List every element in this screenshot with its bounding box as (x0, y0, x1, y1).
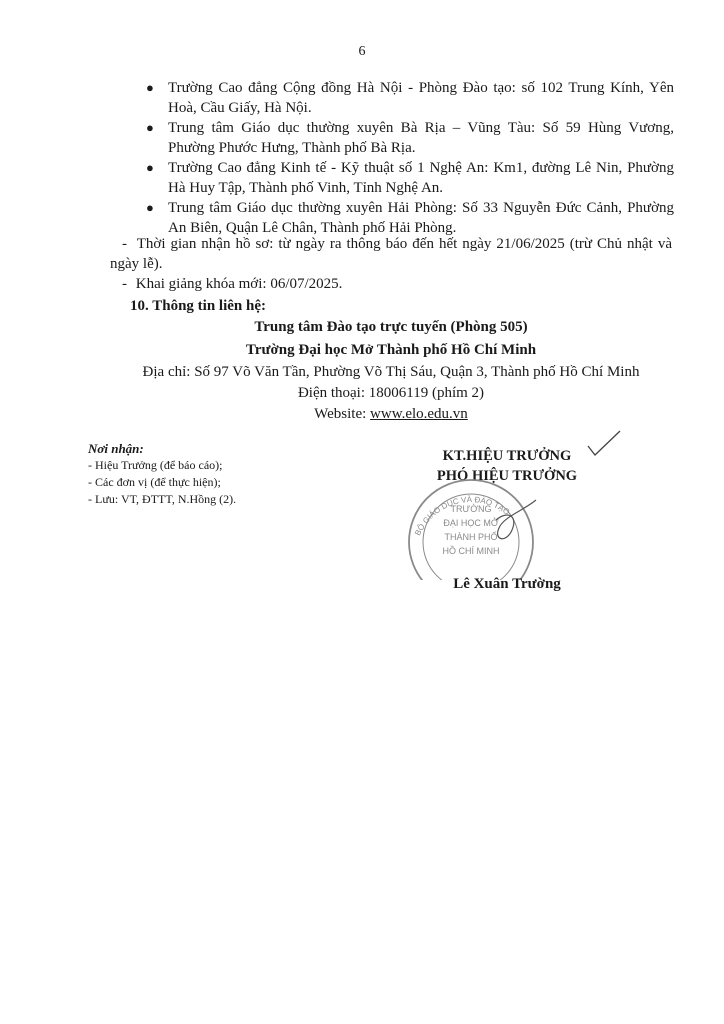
signature-line-2: PHÓ HIỆU TRƯỞNG (436, 468, 578, 484)
submission-time-paragraph (110, 234, 672, 274)
seal-ring-text: BỘ GIÁO DỤC VÀ ĐÀO TẠO (413, 495, 512, 537)
list-item-text: Trường Cao đẳng Kinh tế - Kỹ thuật số 1 Nghệ An: Km1, đường Lê Nin, Phường Hà Huy Tập, Thành phố Vinh, Tỉnh Nghệ An. (168, 160, 674, 196)
list-item (144, 158, 674, 198)
bullet-icon: ● (146, 160, 154, 175)
recipient-item: - Các đơn vị (để thực hiện); (88, 475, 221, 489)
opening-date-text: Khai giảng khóa mới: 06/07/2025. (135, 276, 343, 292)
recipient-item: - Hiệu Trưởng (để báo cáo); (88, 458, 223, 472)
svg-text:BỘ GIÁO DỤC VÀ ĐÀO TẠO (413, 495, 511, 537)
bullet-icon: ● (146, 200, 154, 215)
website-label: Website: (314, 406, 371, 422)
submission-time-text: Thời gian nhận hồ sơ: từ ngày ra thông báo đến hết ngày 21/06/2025 (trừ Chủ nhật và ngày lễ). (110, 236, 672, 272)
opening-date-paragraph (110, 274, 672, 294)
official-seal-icon (396, 470, 546, 580)
dash-marker: - (122, 276, 127, 292)
contact-center-name: Trung tâm Đào tạo trực tuyến (Phòng 505) (254, 319, 528, 335)
recipients-block (88, 440, 328, 508)
list-item (144, 118, 674, 158)
dash-marker: - (122, 236, 127, 252)
seal-text-4: HỒ CHÍ MINH (442, 546, 500, 556)
contact-phone: Điện thoại: 18006119 (phím 2) (297, 385, 485, 401)
seal-text-1: TRƯỜNG (450, 504, 492, 514)
recipient-item: - Lưu: VT, ĐTTT, N.Hồng (2). (88, 492, 237, 506)
recipients-title: Nơi nhận: (88, 441, 144, 456)
checkmark-icon (586, 428, 622, 458)
list-item (144, 198, 674, 238)
website-link[interactable]: www.elo.edu.vn (370, 406, 468, 422)
page-number: 6 (358, 44, 366, 59)
contact-address: Địa chỉ: Số 97 Võ Văn Tần, Phường Võ Thị Sáu, Quận 3, Thành phố Hồ Chí Minh (142, 364, 640, 380)
bullet-icon: ● (146, 120, 154, 135)
list-item-text: Trung tâm Giáo dục thường xuyên Bà Rịa – Vũng Tàu: Số 59 Hùng Vương, Phường Phước Hưng, Thành phố Bà Rịa. (168, 120, 674, 156)
bullet-icon: ● (146, 80, 154, 95)
seal-text-3: THÀNH PHỐ (444, 532, 498, 542)
contact-website (110, 404, 672, 424)
list-item-text: Trung tâm Giáo dục thường xuyên Hải Phòng: Số 33 Nguyễn Đức Cảnh, Phường An Biên, Quận Lê Chân, Thành phố Hải Phòng. (168, 200, 674, 236)
seal-text-2: ĐẠI HỌC MỞ (443, 518, 499, 528)
section-heading: 10. Thông tin liên hệ: (130, 298, 267, 314)
contact-university-name: Trường Đại học Mở Thành phố Hồ Chí Minh (245, 342, 537, 358)
list-item-text: Trường Cao đẳng Cộng đồng Hà Nội - Phòng Đào tạo: số 102 Trung Kính, Yên Hoà, Cầu Giấy, Hà Nội. (168, 80, 674, 116)
list-item (144, 78, 674, 118)
signer-name: Lê Xuân Trường (453, 576, 561, 592)
signature-line-1: KT.HIỆU TRƯỞNG (442, 448, 572, 464)
location-list (144, 78, 674, 238)
